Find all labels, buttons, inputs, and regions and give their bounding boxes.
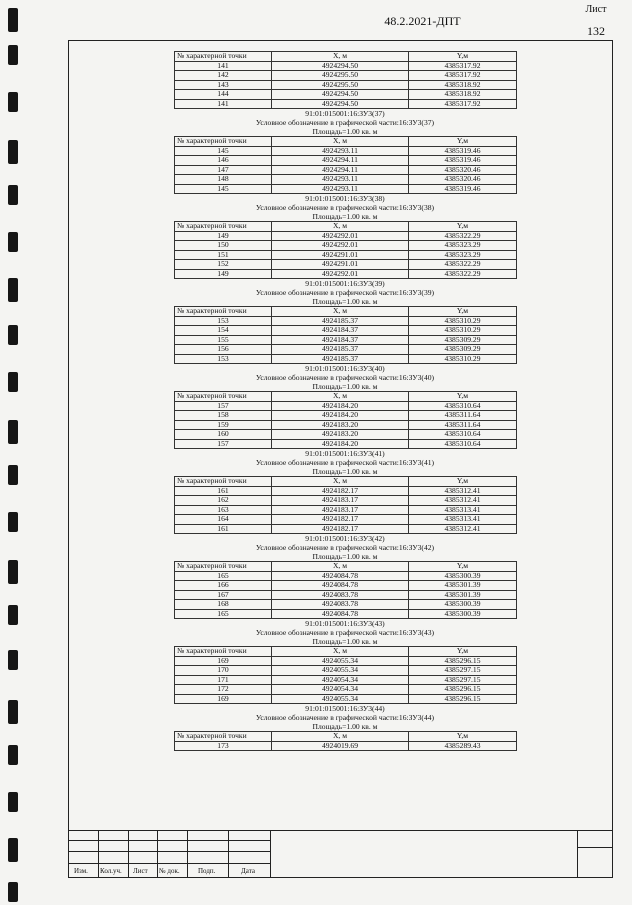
y-coordinate: 4385311.64 (409, 411, 517, 421)
table-row (175, 571, 517, 581)
header-point: № характерной точки (175, 307, 272, 317)
x-coordinate: 4924183.20 (272, 430, 409, 440)
table-header-row (175, 222, 517, 232)
cadastral-number: 91:01:015001:16:ЗУ3(40) (305, 364, 385, 373)
y-coordinate: 4385300.39 (409, 609, 517, 619)
binding-mark (8, 140, 18, 164)
point-number: 161 (175, 486, 272, 496)
point-number: 145 (175, 184, 272, 194)
document-code: 48.2.2021-ДПТ (384, 14, 461, 28)
table-header-row (175, 137, 517, 147)
header-x: X, м (272, 732, 409, 742)
table-header-row (175, 647, 517, 657)
table-row (175, 326, 517, 336)
x-coordinate: 4924295.50 (272, 71, 409, 81)
table-row (175, 184, 517, 194)
table-row (175, 515, 517, 525)
coordinates-table (174, 136, 517, 194)
header-point: № характерной точки (175, 647, 272, 657)
point-number: 141 (175, 99, 272, 109)
legend-designation: Условное обозначение в графической части:16:ЗУ3(37) (255, 118, 435, 127)
binding-mark (8, 420, 18, 444)
table-row (175, 524, 517, 534)
x-coordinate: 4924292.01 (272, 231, 409, 241)
legend-designation: Условное обозначение в графической части:16:ЗУ3(40) (255, 373, 435, 382)
table-row (175, 316, 517, 326)
x-coordinate: 4924294.11 (272, 156, 409, 166)
table-row (175, 675, 517, 685)
table-row (175, 685, 517, 695)
area-value: Площадь=1.00 кв. м (312, 212, 378, 221)
cadastral-number: 91:01:015001:16:ЗУ3(43) (305, 619, 385, 628)
table-row (175, 156, 517, 166)
area-value: Площадь=1.00 кв. м (312, 637, 378, 646)
header-y: Y,м (409, 52, 517, 62)
x-coordinate: 4924055.34 (272, 694, 409, 704)
point-number: 164 (175, 515, 272, 525)
point-number: 147 (175, 165, 272, 175)
table-row (175, 71, 517, 81)
coordinates-table (174, 731, 517, 751)
table-row (175, 609, 517, 619)
y-coordinate: 4385310.64 (409, 439, 517, 449)
y-coordinate: 4385310.64 (409, 401, 517, 411)
header-point: № характерной точки (175, 137, 272, 147)
point-number: 146 (175, 156, 272, 166)
table-row (175, 250, 517, 260)
coordinates-table (174, 306, 517, 364)
header-x: X, м (272, 562, 409, 572)
point-number: 169 (175, 694, 272, 704)
header-x: X, м (272, 647, 409, 657)
y-coordinate: 4385323.29 (409, 241, 517, 251)
y-coordinate: 4385319.46 (409, 156, 517, 166)
legend-designation: Условное обозначение в графической части:16:ЗУ3(41) (255, 458, 435, 467)
y-coordinate: 4385310.29 (409, 316, 517, 326)
coordinates-table (174, 476, 517, 534)
coordinates-content (174, 51, 516, 751)
binding-mark (8, 512, 18, 532)
table-header-row (175, 52, 517, 62)
point-number: 157 (175, 439, 272, 449)
x-coordinate: 4924184.37 (272, 326, 409, 336)
y-coordinate: 4385318.92 (409, 80, 517, 90)
table-row (175, 80, 517, 90)
table-row (175, 99, 517, 109)
binding-mark (8, 560, 18, 584)
y-coordinate: 4385301.39 (409, 581, 517, 591)
x-coordinate: 4924293.11 (272, 175, 409, 185)
cadastral-number: 91:01:015001:16:ЗУ3(42) (305, 534, 385, 543)
header-point: № характерной точки (175, 477, 272, 487)
x-coordinate: 4924183.17 (272, 505, 409, 515)
y-coordinate: 4385289.43 (409, 741, 517, 751)
header-y: Y,м (409, 562, 517, 572)
table-row (175, 420, 517, 430)
header-point: № характерной точки (175, 52, 272, 62)
x-coordinate: 4924055.34 (272, 666, 409, 676)
y-coordinate: 4385309.29 (409, 345, 517, 355)
y-coordinate: 4385300.39 (409, 600, 517, 610)
x-coordinate: 4924291.01 (272, 250, 409, 260)
binding-mark (8, 185, 18, 205)
table-row (175, 260, 517, 270)
area-value: Площадь=1.00 кв. м (312, 297, 378, 306)
legend-designation: Условное обозначение в графической части:16:ЗУ3(42) (255, 543, 435, 552)
stamp-label-kol: Кол.уч. (100, 867, 122, 875)
stamp-label-date: Дата (241, 867, 255, 875)
y-coordinate: 4385322.29 (409, 269, 517, 279)
point-number: 142 (175, 71, 272, 81)
table-header-row (175, 477, 517, 487)
point-number: 158 (175, 411, 272, 421)
table-row (175, 694, 517, 704)
binding-mark (8, 92, 18, 112)
y-coordinate: 4385313.41 (409, 515, 517, 525)
stamp-label-list: Лист (133, 867, 148, 875)
header-x: X, м (272, 222, 409, 232)
coordinates-table (174, 51, 517, 109)
y-coordinate: 4385317.92 (409, 71, 517, 81)
point-number: 166 (175, 581, 272, 591)
table-row (175, 430, 517, 440)
cadastral-number: 91:01:015001:16:ЗУ3(39) (305, 279, 385, 288)
table-header-row (175, 562, 517, 572)
point-number: 171 (175, 675, 272, 685)
area-value: Площадь=1.00 кв. м (312, 552, 378, 561)
point-number: 153 (175, 354, 272, 364)
binding-mark (8, 465, 18, 485)
table-header-row (175, 307, 517, 317)
x-coordinate: 4924084.78 (272, 581, 409, 591)
coordinates-table (174, 391, 517, 449)
binding-mark (8, 278, 18, 302)
table-row (175, 666, 517, 676)
point-number: 149 (175, 231, 272, 241)
point-number: 169 (175, 656, 272, 666)
table-row (175, 496, 517, 506)
x-coordinate: 4924083.78 (272, 590, 409, 600)
x-coordinate: 4924185.37 (272, 345, 409, 355)
binding-mark (8, 325, 18, 345)
table-header-row (175, 732, 517, 742)
x-coordinate: 4924184.20 (272, 411, 409, 421)
binding-mark (8, 372, 18, 392)
point-number: 155 (175, 335, 272, 345)
y-coordinate: 4385309.29 (409, 335, 517, 345)
x-coordinate: 4924294.50 (272, 99, 409, 109)
x-coordinate: 4924294.50 (272, 61, 409, 71)
y-coordinate: 4385320.46 (409, 165, 517, 175)
y-coordinate: 4385301.39 (409, 590, 517, 600)
cadastral-number: 91:01:015001:16:ЗУ3(38) (305, 194, 385, 203)
y-coordinate: 4385320.46 (409, 175, 517, 185)
table-row (175, 231, 517, 241)
area-value: Площадь=1.00 кв. м (312, 722, 378, 731)
cadastral-number: 91:01:015001:16:ЗУ3(37) (305, 109, 385, 118)
x-coordinate: 4924055.34 (272, 656, 409, 666)
x-coordinate: 4924295.50 (272, 80, 409, 90)
legend-designation: Условное обозначение в графической части:16:ЗУ3(39) (255, 288, 435, 297)
point-number: 154 (175, 326, 272, 336)
x-coordinate: 4924293.11 (272, 184, 409, 194)
stamp-label-doc: № док. (159, 867, 180, 875)
x-coordinate: 4924182.17 (272, 486, 409, 496)
header-x: X, м (272, 477, 409, 487)
x-coordinate: 4924293.11 (272, 146, 409, 156)
table-row (175, 656, 517, 666)
point-number: 145 (175, 146, 272, 156)
x-coordinate: 4924294.11 (272, 165, 409, 175)
table-row (175, 581, 517, 591)
point-number: 157 (175, 401, 272, 411)
table-row (175, 354, 517, 364)
table-row (175, 741, 517, 751)
table-row (175, 335, 517, 345)
y-coordinate: 4385300.39 (409, 571, 517, 581)
table-row (175, 590, 517, 600)
cadastral-number: 91:01:015001:16:ЗУ3(41) (305, 449, 385, 458)
x-coordinate: 4924183.17 (272, 496, 409, 506)
y-coordinate: 4385310.29 (409, 326, 517, 336)
point-number: 162 (175, 496, 272, 506)
binding-mark (8, 882, 18, 902)
binding-mark (8, 45, 18, 65)
x-coordinate: 4924084.78 (272, 571, 409, 581)
title-block (68, 830, 613, 878)
x-coordinate: 4924054.34 (272, 675, 409, 685)
table-row (175, 90, 517, 100)
area-value: Площадь=1.00 кв. м (312, 127, 378, 136)
table-row (175, 505, 517, 515)
point-number: 149 (175, 269, 272, 279)
point-number: 165 (175, 571, 272, 581)
point-number: 148 (175, 175, 272, 185)
table-row (175, 61, 517, 71)
header-y: Y,м (409, 477, 517, 487)
x-coordinate: 4924185.37 (272, 316, 409, 326)
header-x: X, м (272, 52, 409, 62)
header-point: № характерной точки (175, 732, 272, 742)
legend-designation: Условное обозначение в графической части:16:ЗУ3(43) (255, 628, 435, 637)
point-number: 172 (175, 685, 272, 695)
header-y: Y,м (409, 222, 517, 232)
header-x: X, м (272, 307, 409, 317)
y-coordinate: 4385323.29 (409, 250, 517, 260)
x-coordinate: 4924083.78 (272, 600, 409, 610)
binding-mark (8, 650, 18, 670)
x-coordinate: 4924019.69 (272, 741, 409, 751)
x-coordinate: 4924184.20 (272, 401, 409, 411)
point-number: 168 (175, 600, 272, 610)
binding-mark (8, 838, 18, 862)
y-coordinate: 4385297.15 (409, 675, 517, 685)
y-coordinate: 4385296.15 (409, 656, 517, 666)
y-coordinate: 4385322.29 (409, 231, 517, 241)
y-coordinate: 4385312.41 (409, 486, 517, 496)
y-coordinate: 4385311.64 (409, 420, 517, 430)
area-value: Площадь=1.00 кв. м (312, 467, 378, 476)
legend-designation: Условное обозначение в графической части:16:ЗУ3(38) (255, 203, 435, 212)
y-coordinate: 4385296.15 (409, 694, 517, 704)
x-coordinate: 4924185.37 (272, 354, 409, 364)
table-row (175, 146, 517, 156)
coordinates-table (174, 646, 517, 704)
coordinates-table (174, 561, 517, 619)
x-coordinate: 4924294.50 (272, 90, 409, 100)
binding-marks (0, 0, 30, 905)
table-row (175, 486, 517, 496)
cadastral-number: 91:01:015001:16:ЗУ3(44) (305, 704, 385, 713)
point-number: 161 (175, 524, 272, 534)
point-number: 151 (175, 250, 272, 260)
point-number: 153 (175, 316, 272, 326)
sheet-number: 132 (587, 24, 605, 38)
table-header-row (175, 392, 517, 402)
point-number: 156 (175, 345, 272, 355)
x-coordinate: 4924183.20 (272, 420, 409, 430)
point-number: 165 (175, 609, 272, 619)
binding-mark (8, 8, 18, 32)
header-y: Y,м (409, 647, 517, 657)
x-coordinate: 4924292.01 (272, 241, 409, 251)
point-number: 150 (175, 241, 272, 251)
header-y: Y,м (409, 307, 517, 317)
coordinates-table (174, 221, 517, 279)
header-y: Y,м (409, 732, 517, 742)
area-value: Площадь=1.00 кв. м (312, 382, 378, 391)
table-row (175, 175, 517, 185)
binding-mark (8, 700, 18, 724)
table-row (175, 401, 517, 411)
y-coordinate: 4385296.15 (409, 685, 517, 695)
x-coordinate: 4924184.20 (272, 439, 409, 449)
y-coordinate: 4385322.29 (409, 260, 517, 270)
sheet-label: Лист (585, 4, 607, 15)
table-row (175, 600, 517, 610)
point-number: 170 (175, 666, 272, 676)
x-coordinate: 4924084.78 (272, 609, 409, 619)
x-coordinate: 4924182.17 (272, 515, 409, 525)
x-coordinate: 4924182.17 (272, 524, 409, 534)
y-coordinate: 4385319.46 (409, 146, 517, 156)
point-number: 144 (175, 90, 272, 100)
header-y: Y,м (409, 137, 517, 147)
point-number: 163 (175, 505, 272, 515)
binding-mark (8, 792, 18, 812)
table-row (175, 165, 517, 175)
y-coordinate: 4385313.41 (409, 505, 517, 515)
point-number: 173 (175, 741, 272, 751)
binding-mark (8, 745, 18, 765)
x-coordinate: 4924054.34 (272, 685, 409, 695)
table-row (175, 439, 517, 449)
y-coordinate: 4385318.92 (409, 90, 517, 100)
header-x: X, м (272, 392, 409, 402)
y-coordinate: 4385312.41 (409, 524, 517, 534)
stamp-label-podp: Подп. (198, 867, 216, 875)
y-coordinate: 4385297.15 (409, 666, 517, 676)
point-number: 160 (175, 430, 272, 440)
x-coordinate: 4924292.01 (272, 269, 409, 279)
point-number: 141 (175, 61, 272, 71)
header-point: № характерной точки (175, 222, 272, 232)
table-row (175, 411, 517, 421)
header-point: № характерной точки (175, 562, 272, 572)
point-number: 167 (175, 590, 272, 600)
y-coordinate: 4385312.41 (409, 496, 517, 506)
table-row (175, 269, 517, 279)
header-y: Y,м (409, 392, 517, 402)
legend-designation: Условное обозначение в графической части:16:ЗУ3(44) (255, 713, 435, 722)
x-coordinate: 4924184.37 (272, 335, 409, 345)
stamp-label-izm: Изм. (74, 867, 88, 875)
y-coordinate: 4385310.64 (409, 430, 517, 440)
y-coordinate: 4385317.92 (409, 61, 517, 71)
y-coordinate: 4385319.46 (409, 184, 517, 194)
y-coordinate: 4385310.29 (409, 354, 517, 364)
binding-mark (8, 232, 18, 252)
table-row (175, 345, 517, 355)
point-number: 143 (175, 80, 272, 90)
x-coordinate: 4924291.01 (272, 260, 409, 270)
point-number: 152 (175, 260, 272, 270)
table-row (175, 241, 517, 251)
binding-mark (8, 605, 18, 625)
header-x: X, м (272, 137, 409, 147)
header-point: № характерной точки (175, 392, 272, 402)
y-coordinate: 4385317.92 (409, 99, 517, 109)
point-number: 159 (175, 420, 272, 430)
